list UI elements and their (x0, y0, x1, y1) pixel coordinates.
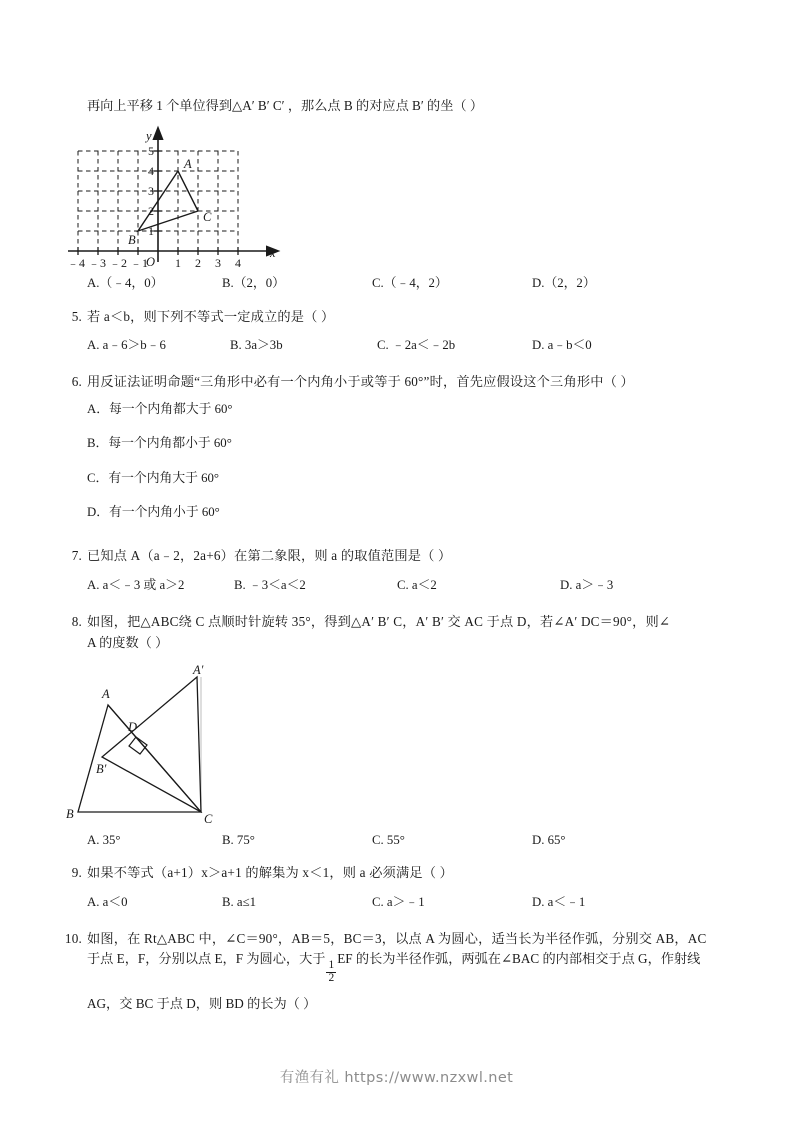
watermark: 有渔有礼 https://www.nzxwl.net (279, 1070, 514, 1086)
question-10-line2-part-b: EF 的长为半径作弧，两弧在∠BAC 的内部相交于点 G，作射线 (337, 951, 701, 967)
x-axis-label: x (270, 246, 276, 261)
question-8 (60, 612, 740, 632)
y-tick-label: 1 (148, 224, 154, 239)
question-5-number: 5. (71, 308, 82, 324)
option-d[interactable]: D．有一个内角小于 60° (87, 504, 220, 519)
option-a[interactable]: A. 35° (87, 833, 121, 848)
option-c[interactable]: C. a＜2 (397, 577, 437, 592)
fraction-numerator: 1 (328, 959, 335, 972)
option-a[interactable]: A. a﹣6＞b﹣6 (87, 338, 166, 353)
triangle-abc (138, 171, 198, 231)
question-8-figure (60, 657, 740, 829)
question-5-options (60, 336, 740, 355)
question-9-stem: 如果不等式（a+1）x＞a+1 的解集为 x＜1，则 a 必须满足（ ） (87, 865, 454, 881)
question-10-stem-line-2 (60, 949, 740, 985)
question-6 (60, 372, 740, 392)
option-b[interactable]: B. a≤1 (222, 894, 257, 909)
origin-label: O (146, 255, 156, 270)
page-content (60, 96, 740, 1014)
option-c[interactable]: C. 55° (372, 833, 405, 848)
option-b[interactable]: B.（2，0） (222, 276, 285, 291)
y-tick-label: 3 (148, 184, 154, 199)
y-tick-label: 2 (148, 204, 154, 219)
triangle-abc-rotated (102, 677, 201, 812)
y-axis-label: y (146, 129, 152, 144)
coordinate-plane-triangle-svg (60, 120, 360, 272)
option-c[interactable]: C. a＞﹣1 (372, 894, 425, 909)
question-6-stem: 用反证法证明命题“三角形中必有一个内角小于或等于 60°”时，首先应假设这个三角形中（ ） (87, 374, 634, 390)
option-b[interactable]: B. ﹣3＜a＜2 (234, 577, 306, 592)
option-c[interactable]: C. ﹣2a＜﹣2b (377, 338, 456, 353)
fraction-one-half (326, 960, 336, 984)
option-c[interactable]: C.（﹣4，2） (372, 276, 448, 291)
option-b[interactable]: B．每一个内角都小于 60° (87, 436, 232, 451)
y-tick-label: 5 (148, 144, 154, 159)
option-d[interactable]: D. a＜﹣1 (532, 894, 586, 909)
question-4-options (60, 274, 740, 293)
rotated-triangle-svg (60, 657, 290, 829)
question-9 (60, 863, 740, 883)
option-a[interactable]: A.（﹣4，0） (87, 276, 164, 291)
question-7-stem: 已知点 A（a﹣2，2a+6）在第二象限，则 a 的取值范围是（ ） (87, 548, 452, 564)
point-label-d: D (128, 720, 138, 735)
question-6-number: 6. (71, 374, 82, 390)
question-8-stem-line-2: A 的度数（ ） (87, 634, 169, 650)
question-7-number: 7. (71, 548, 82, 564)
question-5 (60, 307, 740, 327)
point-label-c: C (204, 812, 213, 827)
y-tick-label: 4 (148, 164, 154, 179)
option-b[interactable]: B. 3a＞3b (230, 338, 283, 353)
x-tick-label: 4 (235, 256, 241, 271)
option-b[interactable]: B. 75° (222, 833, 255, 848)
option-d[interactable]: D.（2，2） (532, 276, 596, 291)
question-7-options (60, 576, 740, 595)
point-label-a: A (102, 687, 110, 702)
question-10-number: 10. (64, 930, 82, 946)
question-8-options (60, 831, 740, 850)
point-label-a: A (184, 157, 192, 172)
point-label-b: B (66, 807, 74, 822)
triangle-abc-original (78, 705, 201, 812)
option-d[interactable]: D. 65° (532, 833, 566, 848)
option-d[interactable]: D. a＞﹣3 (560, 577, 614, 592)
question-4-stem-continuation: 再向上平移 1 个单位得到△A′ B′ C′ ，那么点 B 的对应点 B′ 的坐（ ） (87, 98, 484, 113)
x-tick-label: 2 (195, 256, 201, 271)
question-10-stem-line-3: AG，交 BC 于点 D，则 BD 的长为（ ） (87, 995, 317, 1011)
option-a[interactable]: A．每一个内角都大于 60° (87, 402, 233, 417)
question-5-stem: 若 a＜b，则下列不等式一定成立的是（ ） (87, 308, 335, 324)
question-10-line2-part-a: 于点 E，F，分别以点 E，F 为圆心，大于 (87, 951, 326, 967)
point-label-b: B (128, 233, 136, 248)
option-a[interactable]: A. a＜0 (87, 894, 128, 909)
point-label-c: C (203, 210, 212, 225)
option-d[interactable]: D. a﹣b＜0 (532, 338, 592, 353)
option-a[interactable]: A. a＜﹣3 或 a＞2 (87, 577, 185, 592)
fraction-denominator: 2 (328, 972, 335, 985)
x-tick-label: ﹣3 (87, 256, 107, 271)
question-10-stem-line-1: 如图，在 Rt△ABC 中，∠C＝90°，AB＝5，BC＝3，以点 A 为圆心，适当长为半径作弧，分别交 AB，AC (87, 930, 707, 946)
question-8-number: 8. (71, 614, 82, 630)
point-label-b-prime: B′ (96, 762, 107, 777)
question-8-stem-line-1: 如图，把△ABC绕 C 点顺时针旋转 35°，得到△A′ B′ C，A′ B′ 交 AC 于点 D，若∠A′ DC＝90°，则∠ (87, 614, 671, 630)
question-4-figure (60, 120, 740, 272)
x-tick-label: 1 (175, 256, 181, 271)
segment-ac (108, 705, 201, 812)
x-tick-label: ﹣1 (129, 256, 149, 271)
point-label-a-prime: A′ (193, 663, 204, 678)
question-6-options (60, 393, 740, 530)
question-9-options (60, 893, 740, 912)
x-tick-label: 3 (215, 256, 221, 271)
x-tick-label: ﹣2 (108, 256, 128, 271)
question-7 (60, 546, 740, 566)
question-9-number: 9. (71, 865, 82, 881)
option-c[interactable]: C．有一个内角大于 60° (87, 470, 220, 485)
question-10 (60, 929, 740, 949)
x-tick-label: ﹣4 (66, 256, 86, 271)
y-tick-labels (148, 144, 154, 238)
